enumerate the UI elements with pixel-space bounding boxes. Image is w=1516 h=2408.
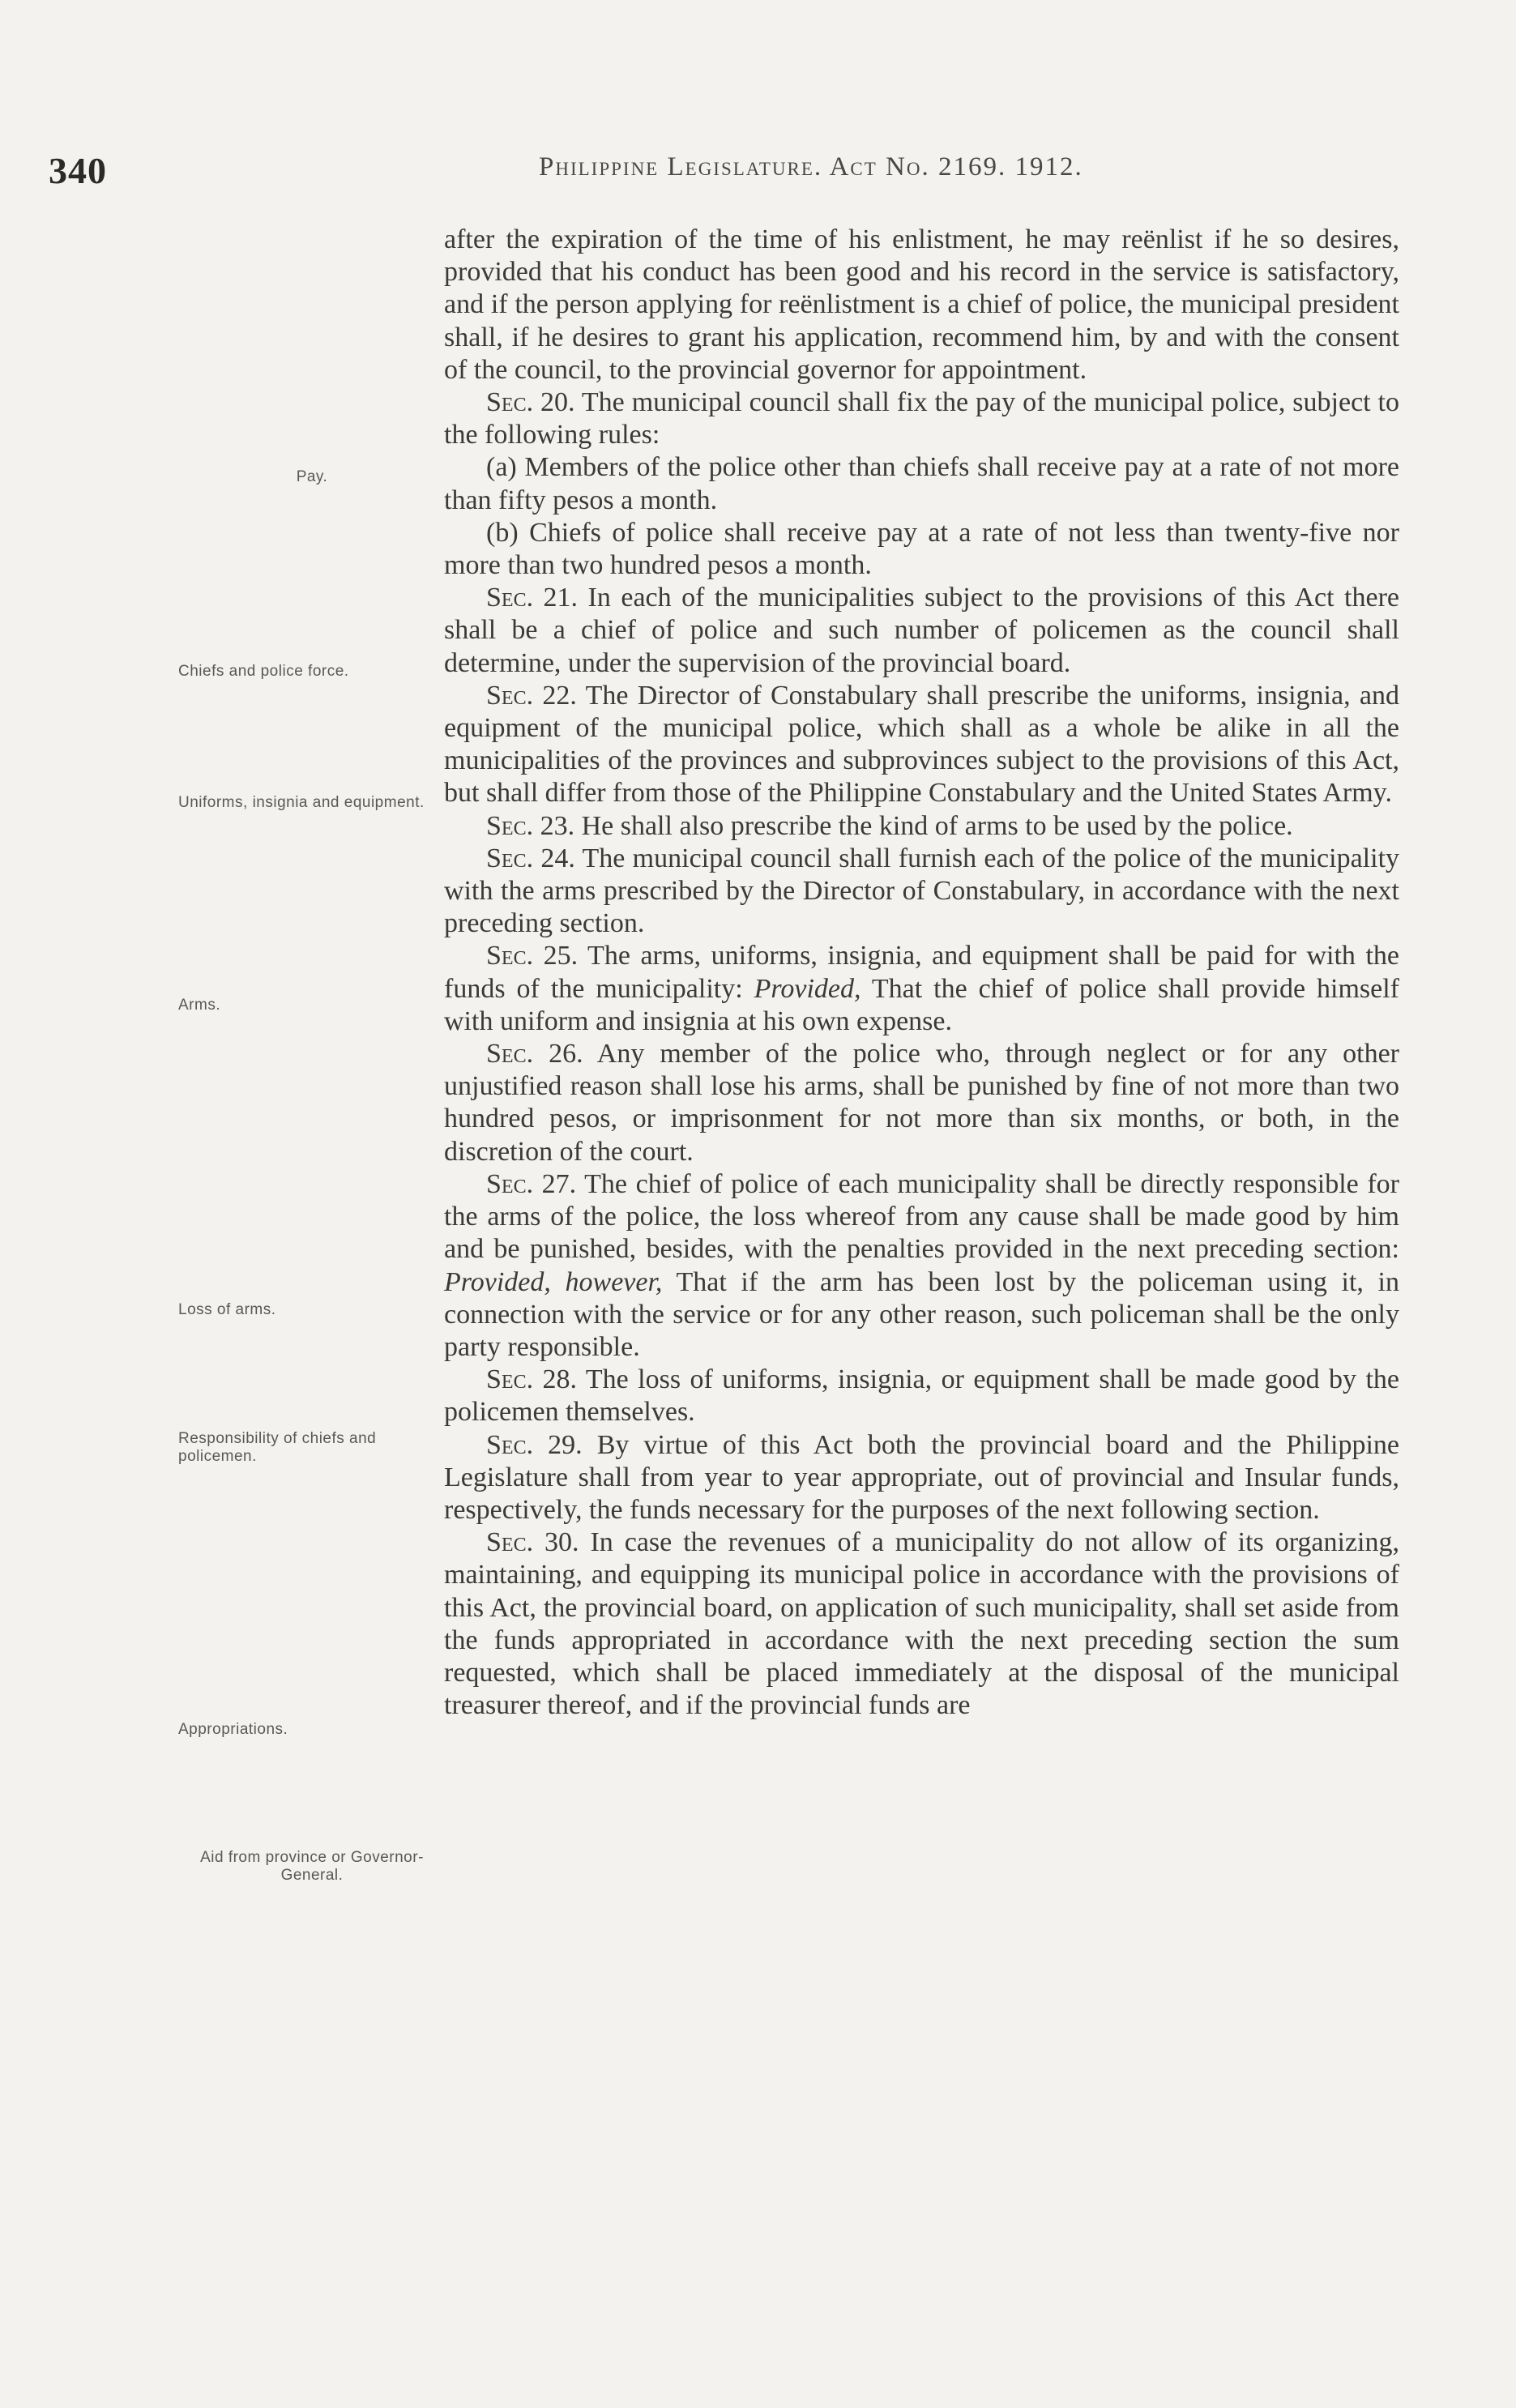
section-29	[444, 1429, 1399, 1527]
section-25	[444, 940, 1399, 1038]
section-24	[444, 843, 1399, 941]
section-text: The municipal council shall furnish each of the police of the municipality with the arms prescribed by the Director of Constabulary, in accordance with the next preceding section.	[444, 843, 1400, 939]
section-label: Sec. 23.	[486, 810, 575, 841]
section-label: Sec. 30.	[486, 1527, 579, 1558]
section-20-b: (b) Chiefs of police shall receive pay at a rate of not less than twenty-five nor more than two hundred pesos a month.	[444, 517, 1399, 581]
section-text-after: That if the arm has been lost by the policeman using it, in connection with the service or for any other reason, such policeman shall be the only party responsible.	[444, 1266, 1400, 1362]
section-text: By virtue of this Act both the provincial board and the Philippine Legislature shall from year to year appropriate, out of provincial and Insular funds, respectively, the funds necessary for the purposes of the next following section.	[444, 1429, 1400, 1525]
section-21	[444, 582, 1399, 680]
section-30	[444, 1526, 1399, 1722]
margin-note-appropriations: Appropriations.	[178, 1721, 288, 1738]
section-text: The arms, uniforms, insignia, and equipment shall be paid for with the funds of the municipality:	[444, 941, 1399, 1004]
section-text: He shall also prescribe the kind of arms to be used by the police.	[574, 810, 1293, 841]
section-28	[444, 1364, 1399, 1428]
margin-note-loss-of-arms: Loss of arms.	[178, 1301, 276, 1318]
section-text: The chief of police of each municipality shall be directly responsible for the arms of the police, the loss whereof from any cause shall be made good by him and be punished, besides, with the penalties provided in the next preceding section:	[444, 1168, 1399, 1265]
section-italic: Provided,	[754, 973, 861, 1004]
margin-note-aid: Aid from province or Governor-General.	[200, 1849, 424, 1884]
margin-note-uniforms: Uniforms, insignia and equipment.	[178, 794, 425, 811]
margin-note-responsibility: Responsibility of chiefs and policemen.	[178, 1430, 377, 1465]
section-label: Sec. 26.	[486, 1039, 583, 1070]
section-label: Sec. 29.	[486, 1429, 583, 1460]
section-text-after: That the chief of police shall provide himself with uniform and insignia at his own expense.	[444, 973, 1399, 1036]
section-text: Any member of the police who, through neglect or for any other unjustified reason shall lose his arms, shall be punished by fine of not more than two hundred pesos, or imprisonment for not more than six months, or both, in the discretion of the court.	[444, 1039, 1399, 1167]
section-text: The loss of uniforms, insignia, or equipment shall be made good by the policemen themselves.	[444, 1364, 1399, 1428]
section-26	[444, 1038, 1399, 1168]
section-22	[444, 680, 1399, 810]
section-23	[444, 810, 1399, 843]
section-text: The Director of Constabulary shall prescribe the uniforms, insignia, and equipment of the municipal police, which shall as a whole be alike in all the municipalities of the provinces and subprovinces subject to the provisions of this Act, but shall differ from those of the Philippine Constabulary and the United States Army.	[444, 680, 1399, 809]
margin-note-chiefs-police-force: Chiefs and police force.	[178, 663, 349, 680]
body-text	[444, 224, 1399, 1722]
section-italic: Provided, however,	[444, 1266, 663, 1297]
section-label: Sec. 22.	[486, 680, 577, 711]
section-text: In case the revenues of a municipality do not allow of its organizing, maintaining, and equipping its municipal police in accordance with the provisions of this Act, the provincial board, on application of such municipality, shall set aside from the funds appropriated in accordance with the next preceding section the sum requested, which shall be placed immediately at the disposal of the municipal treasurer thereof, and if the provincial funds are	[444, 1527, 1399, 1721]
section-text: In each of the municipalities subject to the provisions of this Act there shall be a chief of police and such number of policemen as the council shall determine, under the supervision of the provincial board.	[444, 583, 1399, 678]
section-label: Sec. 21.	[486, 583, 579, 613]
section-text: The municipal council shall fix the pay of the municipal police, subject to the following rules:	[444, 387, 1400, 450]
section-27	[444, 1168, 1399, 1364]
section-label: Sec. 20.	[486, 387, 575, 418]
section-20	[444, 386, 1399, 451]
section-20-a: (a) Members of the police other than chiefs shall receive pay at a rate of not more than fifty pesos a month.	[444, 452, 1399, 515]
section-label: Sec. 25.	[486, 941, 579, 971]
intro-paragraph: after the expiration of the time of his enlistment, he may reënlist if he so desires, provided that his conduct has been good and his record in the service is satisfactory, and if the person applying for reënlistment is a chief of police, the municipal president shall, if he desires to grant his application, recommend him, by and with the consent of the council, to the provincial governor for appointment.	[444, 224, 1399, 385]
section-label: Sec. 27.	[486, 1168, 577, 1199]
page-number: 340	[49, 150, 107, 191]
section-label: Sec. 28.	[486, 1364, 578, 1395]
margin-note-pay: Pay.	[296, 468, 328, 485]
section-label: Sec. 24.	[486, 843, 575, 873]
running-head: Philippine Legislature. Act No. 2169. 1912.	[539, 152, 1083, 181]
margin-note-arms: Arms.	[178, 997, 221, 1014]
